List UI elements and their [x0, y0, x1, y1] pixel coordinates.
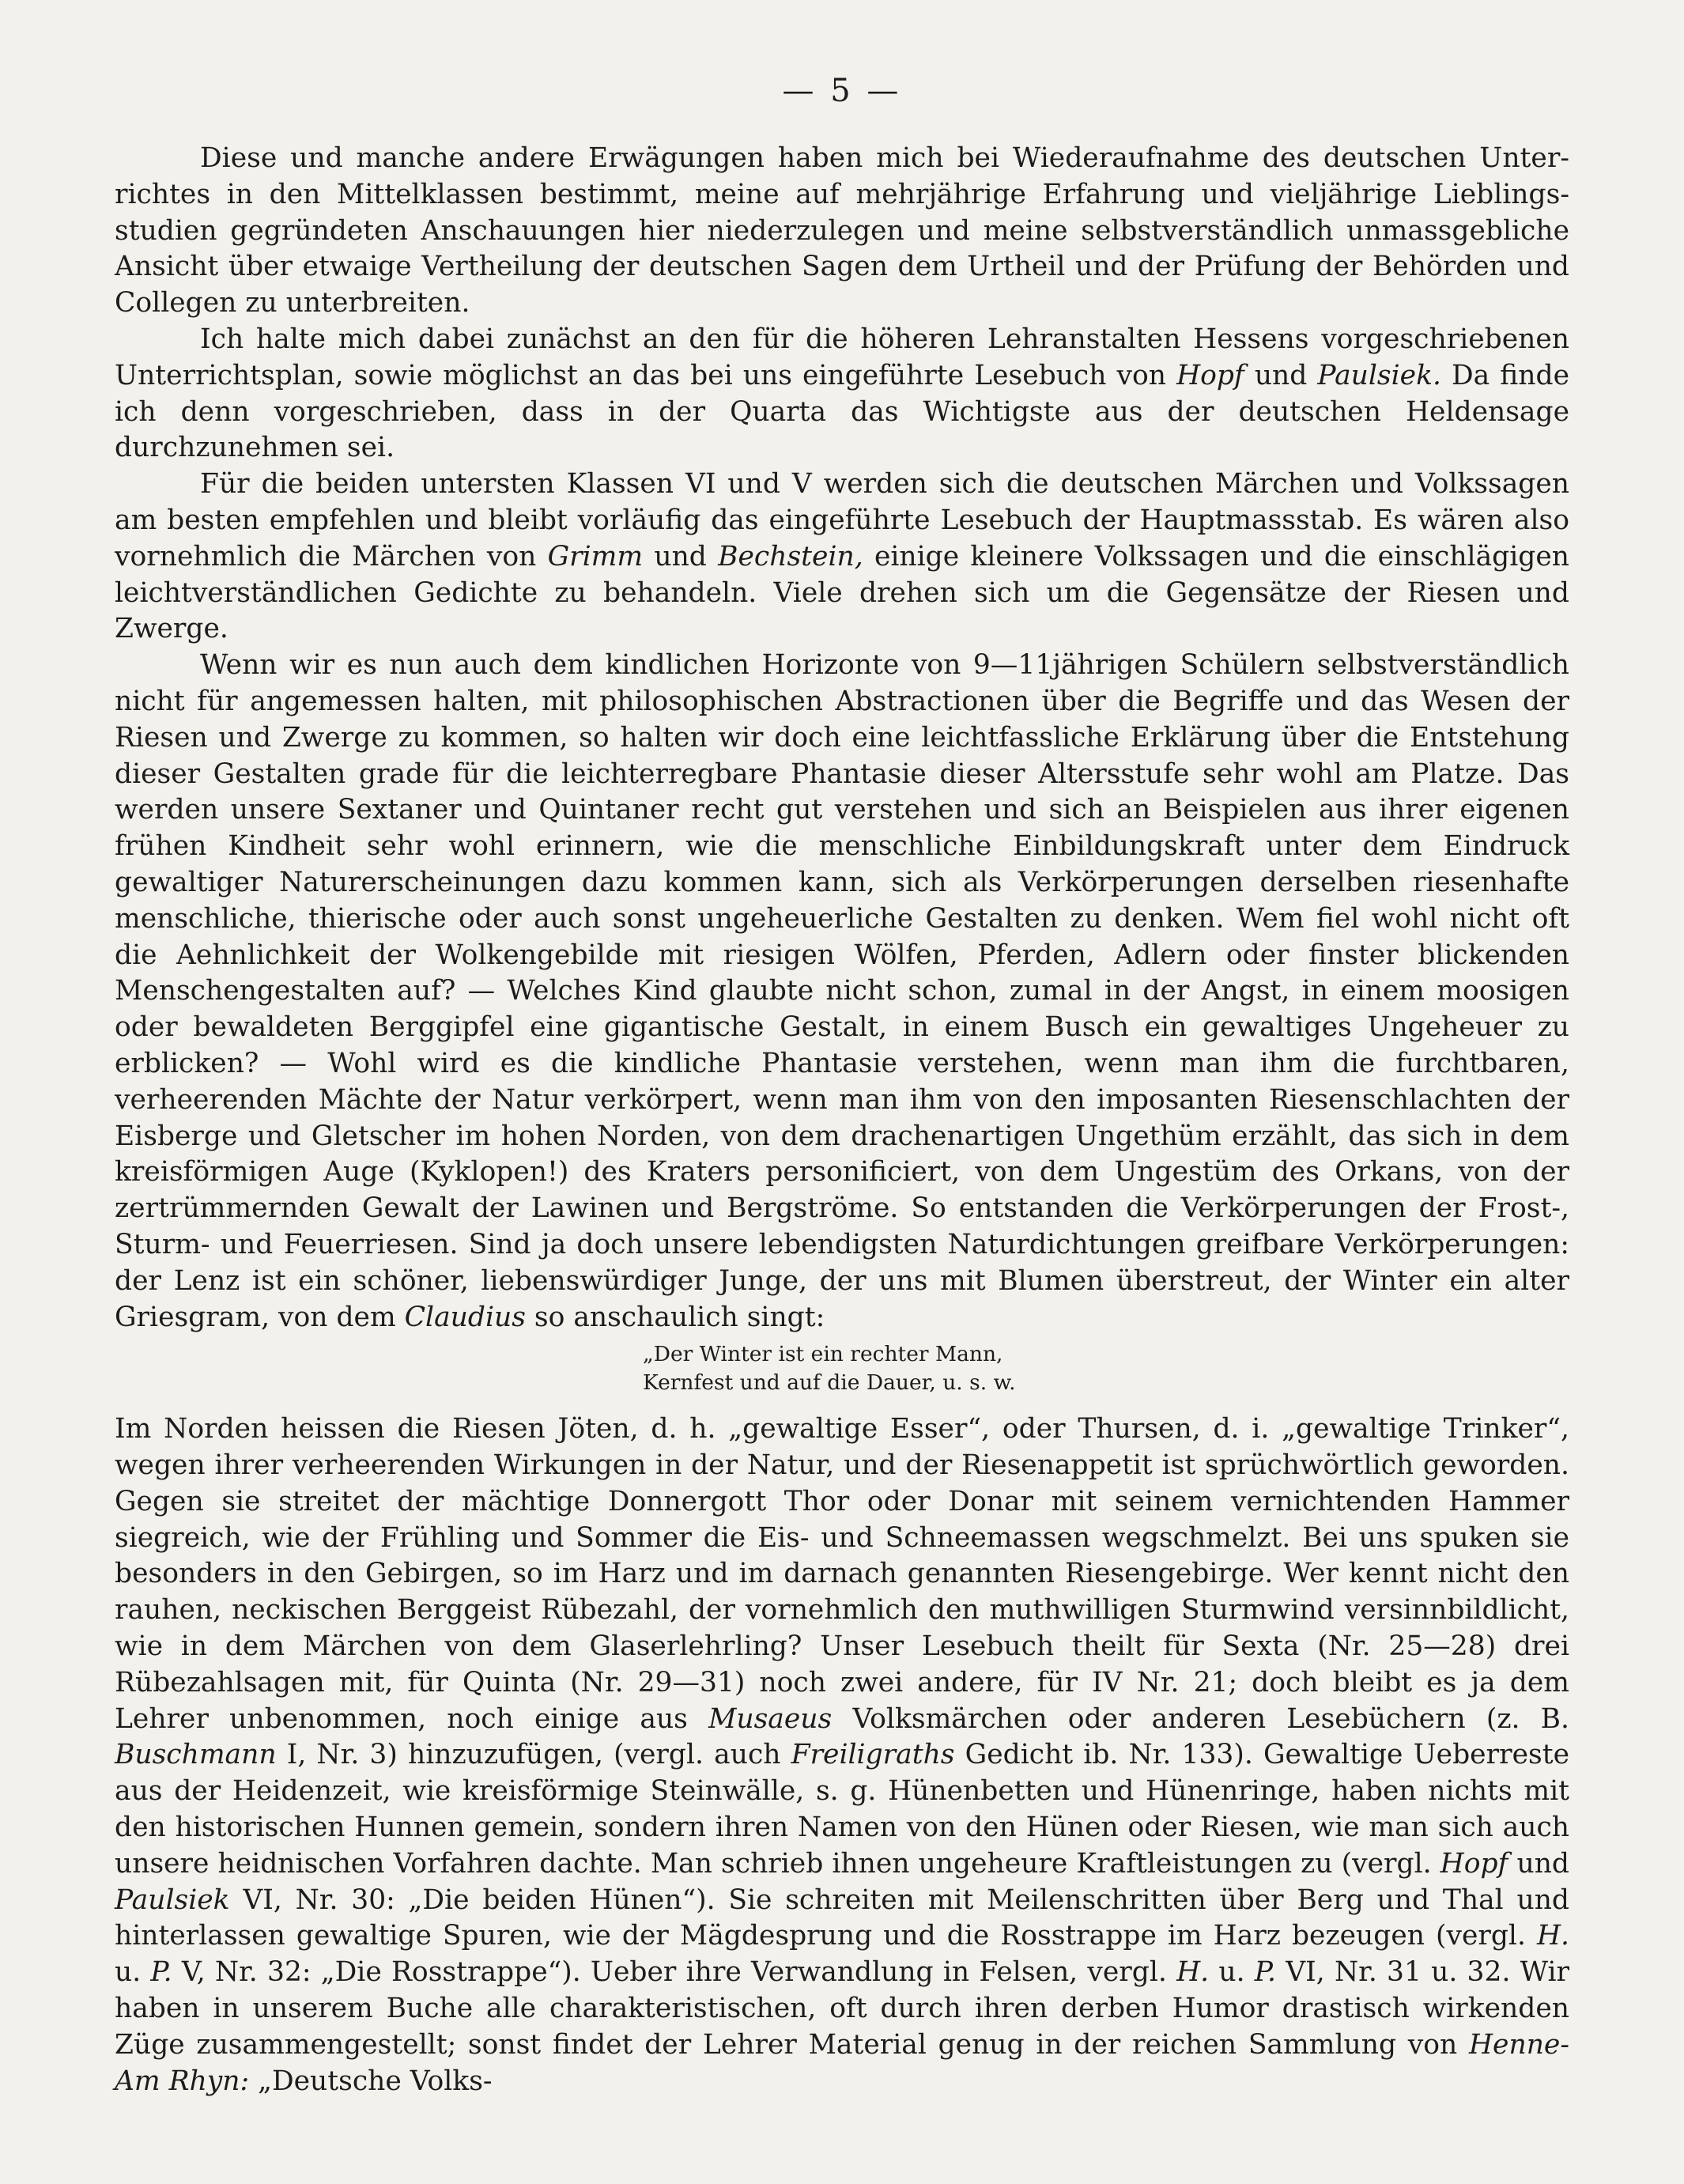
text-run: VI, Nr. 31 u. 32. Wir haben in unserem Buche alle charakteristischen, oft durch ihren derben Humor drastisch wirkenden Züge zusammengestellt; sonst findet der Lehrer Material genug in der reichen Sammlung von	[115, 1956, 1570, 2061]
paragraph-lehrplan	[115, 322, 1569, 467]
italic-name: Buschmann	[115, 1739, 277, 1771]
italic-name: Henne-Am Rhyn:	[115, 2028, 1569, 2097]
text-run: VI, Nr. 30: „Die beiden Hünen“). Sie schreiten mit Meilenschritten über Berg und Thal und hinterlassen gewaltige Spuren, wie der Mägdesprung und die Rosstrappe im Harz bezeugen (vergl.	[115, 1884, 1569, 1952]
text-run: Da finde ich denn vorgeschrieben, dass in der Quarta das Wichtigste aus der deutschen Heldensage durchzunehmen sei.	[115, 359, 1570, 464]
paragraph-joeten	[115, 1411, 1569, 2099]
text-run: I, Nr. 3) hinzuzufügen, (vergl. auch	[276, 1739, 791, 1771]
italic-name: Freiligraths	[791, 1739, 955, 1771]
body-text	[115, 141, 1569, 2099]
italic-name: P.	[150, 1956, 172, 1989]
italic-name: Grimm	[547, 540, 644, 572]
text-run: „Deutsche Volks-	[249, 2065, 493, 2097]
text-run: Volksmärchen oder anderen Lesebüchern (z. B.	[832, 1702, 1569, 1735]
italic-name: Paulsiek.	[1317, 359, 1441, 391]
paragraph-intro	[115, 141, 1569, 322]
italic-name: Claudius	[404, 1301, 526, 1333]
italic-name: H.	[1176, 1956, 1210, 1989]
text-run: V, Nr. 32: „Die Rosstrappe“). Ueber ihre Verwandlung in Felsen, vergl.	[172, 1956, 1177, 1989]
poem-line-1: „Der Winter ist ein rechter Mann,	[643, 1342, 1003, 1367]
text-run: und	[1244, 359, 1318, 391]
poem-line-2: Kernfest und auf die Dauer, u. s. w.	[643, 1370, 1016, 1396]
text-run: Ich halte mich dabei zunächst an den für die höheren Lehranstalten Hessens vorgeschriebenen Unterrichtsplan, sowie möglichst an das bei uns eingeführte Lesebuch von	[115, 323, 1569, 391]
text-run: Gedicht ib. Nr. 133). Gewaltige Ueberreste aus der Heidenzeit, wie kreisförmige Steinwälle, s. g. Hünenbetten und Hünenringe, haben nichts mit den historischen Hunnen gemein, sondern ihren Namen von den Hünen oder Riesen, wie man sich auch unsere heidnischen Vorfahren dachte. Man schrieb ihnen ungeheure Kraftleistungen zu (vergl.	[115, 1739, 1569, 1880]
poem-quote	[643, 1340, 1569, 1397]
italic-name: Paulsiek	[115, 1884, 230, 1916]
italic-name: Musaeus	[708, 1702, 833, 1735]
text-run: und	[643, 540, 719, 572]
page-number: — 5 —	[782, 73, 902, 109]
text-run: u.	[115, 1956, 151, 1989]
text-run: so anschaulich singt:	[525, 1301, 825, 1333]
text-run: Für die beiden untersten Klassen VI und V werden sich die deutschen Märchen und Volkssagen am besten empfehlen und bleibt vorläufig das eingeführte Lesebuch der Hauptmassstab. Es wären also vornehmlich die Märchen von	[115, 468, 1569, 572]
text-run: Wenn wir es nun auch dem kindlichen Horizonte von 9—11jährigen Schülern selbstverständlich nicht für angemessen halten, mit philosophischen Abstractionen über die Begriffe und das Wesen der Riesen und Zwerge zu kommen, so halten wir doch eine leichtfassliche Erklärung über die Entstehung dieser Gestalten grade für die leichterregbare Phantasie dieser Altersstufe sehr wohl am Platze. Das werden unsere Sextaner und Quintaner recht gut verstehen und sich an Beispielen aus ihrer eigenen frühen Kindheit sehr wohl erinnern, wie die menschliche Einbildungskraft unter dem Eindruck gewaltiger Naturerscheinungen dazu kommen kann, sich als Verkörperungen derselben riesenhafte menschliche, thierische oder auch sonst ungeheuerliche Gestalten zu denken. Wem fiel wohl nicht oft die Aehnlichkeit der Wolkengebilde mit riesigen Wölfen, Pferden, Adlern oder finster blickenden Menschengestalten auf? — Welches Kind glaubte nicht schon, zumal in der Angst, in einem moosigen oder bewaldeten Berggipfel eine gigantische Gestalt, in einem Busch ein gewaltiges Ungeheuer zu erblicken? — Wohl wird es die kindliche Phantasie verstehen, wenn man ihm die furchtbaren, verheerenden Mächte der Natur verkörpert, wenn man ihm von den imposanten Riesenschlachten der Eisberge und Gletscher im hohen Norden, von dem drachenartigen Ungethüm erzählt, das sich in dem kreisförmigen Auge (Kyklopen!) des Kraters personificiert, von dem Ungestüm des Orkans, von der zertrümmernden Gewalt der Lawinen und Bergströme. So entstanden die Verkörperungen der Frost-, Sturm- und Feuerriesen. Sind ja doch unsere lebendigsten Naturdichtungen greifbare Verkörperungen: der Lenz ist ein schöner, liebenswürdiger Junge, der uns mit Blumen überstreut, der Winter ein alter Griesgram, von dem	[115, 649, 1569, 1333]
italic-name: H.	[1536, 1920, 1569, 1952]
italic-name: Hopf	[1440, 1847, 1508, 1880]
text-run: und	[1508, 1847, 1569, 1880]
paragraph-maerchen	[115, 467, 1569, 648]
italic-name: Hopf	[1176, 359, 1244, 391]
paragraph-riesen-zwerge	[115, 648, 1569, 1336]
text-run: Diese und manche andere Erwägungen haben mich bei Wiederaufnahme des deutschen Unterrichtes in den Mittelklassen bestimmt, meine auf mehrjährige Erfahrung und vieljährige Lieblingsstudien gegründeten Anschauungen hier niederzulegen und meine selbstverständlich unmassgebliche Ansicht über etwaige Vertheilung der deutschen Sagen dem Urtheil und der Prüfung der Behörden und Collegen zu unterbreiten.	[115, 142, 1569, 319]
text-run: Im Norden heissen die Riesen Jöten, d. h. „gewaltige Esser“, oder Thursen, d. i. „gewaltige Trinker“, wegen ihrer verheerenden Wirkungen in der Natur, und der Riesenappetit ist sprüchwörtlich geworden. Gegen sie streitet der mächtige Donnergott Thor oder Donar mit seinem vernichtenden Hammer siegreich, wie der Frühling und Sommer die Eis- und Schneemassen wegschmelzt. Bei uns spuken sie besonders in den Gebirgen, so im Harz und im darnach genannten Riesengebirge. Wer kennt nicht den rauhen, neckischen Berggeist Rübezahl, der vornehmlich den muthwilligen Sturmwind versinnbildlicht, wie in dem Märchen von dem Glaserlehrling? Unser Lesebuch theilt für Sexta (Nr. 25—28) drei Rübezahlsagen mit, für Quinta (Nr. 29—31) noch zwei andere, für IV Nr. 21; doch bleibt es ja dem Lehrer unbenommen, noch einige aus	[115, 1413, 1569, 1735]
text-run: einige kleinere Volkssagen und die einschlägigen leichtverständlichen Gedichte zu behandeln. Viele drehen sich um die Gegensätze der Riesen und Zwerge.	[115, 540, 1569, 645]
italic-name: P.	[1254, 1956, 1276, 1989]
italic-name: Bechstein,	[718, 540, 863, 572]
text-run: u.	[1209, 1956, 1255, 1989]
